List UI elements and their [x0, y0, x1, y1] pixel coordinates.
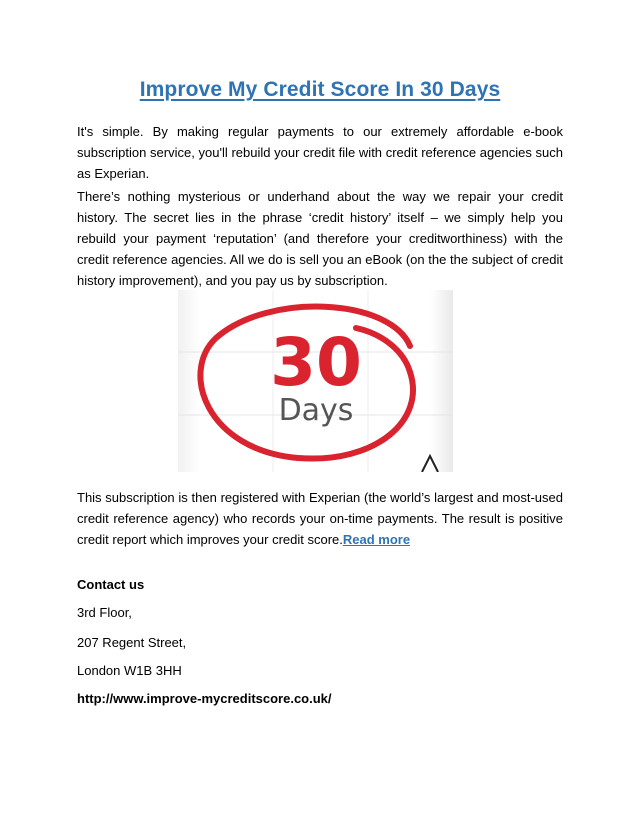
thirty-number: 30 [270, 324, 362, 401]
intro-paragraph: It's simple. By making regular payments to our extremely affordable e-book subscription service, you'll rebuild your credit file with credit reference agencies such as Experian. [77, 124, 563, 181]
read-more-link[interactable]: Read more [342, 532, 411, 547]
address-line-1: 3rd Floor, [77, 605, 132, 620]
page-title: Improve My Credit Score In 30 Days [139, 78, 501, 101]
address-line-3: London W1B 3HH [77, 663, 182, 678]
experian-paragraph [77, 487, 563, 550]
contact-heading: Contact us [77, 577, 145, 592]
address-line-2: 207 Regent Street, [77, 635, 187, 650]
website-url[interactable]: http://www.improve-mycreditscore.co.uk/ [77, 691, 332, 706]
days-word: Days [278, 393, 354, 428]
explanation-paragraph: There’s nothing mysterious or underhand about the way we repair your credit history. The secret lies in the phrase ‘credit history’ itself – we simply help you rebuild your payment ‘reputation’ (and therefore your creditworthiness) with the credit reference agencies. All we do is sell you an eBook (on the the subject of credit history improvement), and you pay us by subscription. [77, 189, 563, 288]
experian-paragraph-text: This subscription is then registered with Experian (the world’s largest and most-used credit reference agency) who records your on-time payments. The result is positive credit report which improves your credit score. [77, 490, 563, 547]
calendar-circle-illustration [178, 290, 453, 472]
thirty-days-image [178, 290, 453, 472]
